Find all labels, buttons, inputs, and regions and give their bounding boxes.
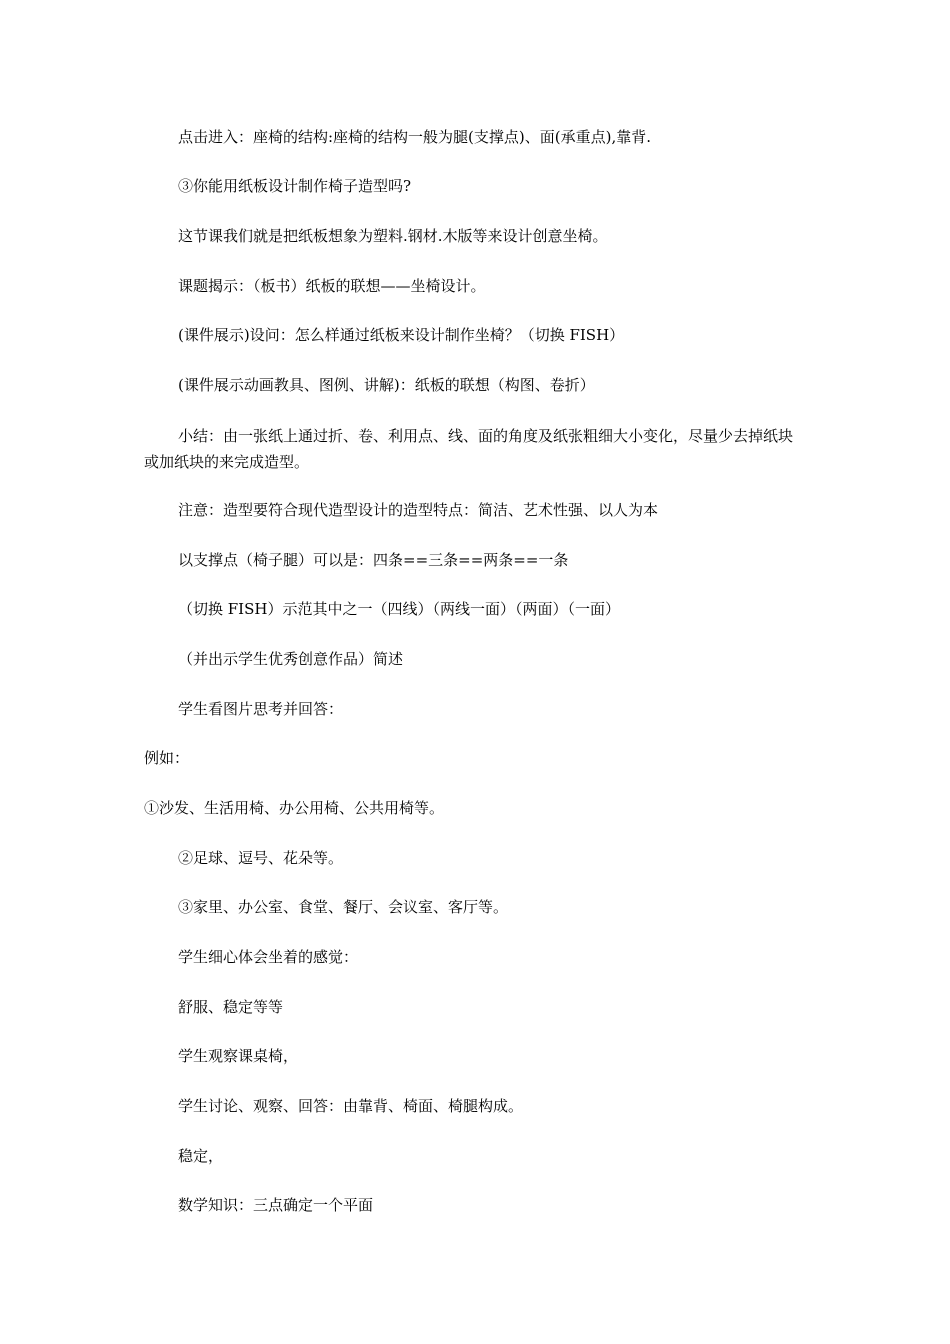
paragraph-summary: 小结：由一张纸上通过折、卷、利用点、线、面的角度及纸张粗细大小变化，尽量少去掉纸块或加纸块的来完成造型。 bbox=[144, 427, 794, 471]
paragraph-lesson-intro: 这节课我们就是把纸板想象为塑料.钢材.木版等来设计创意坐椅。 bbox=[178, 227, 608, 245]
paragraph-example-2: ②足球、逗号、花朵等。 bbox=[178, 849, 344, 867]
paragraph-discussion: 学生讨论、观察、回答：由靠背、椅面、椅腿构成。 bbox=[178, 1097, 524, 1115]
paragraph-example-label: 例如： bbox=[144, 749, 190, 767]
paragraph-seat-structure: 点击进入：座椅的结构:座椅的结构一般为腿(支撑点)、面(承重点),靠背. bbox=[178, 128, 652, 146]
paragraph-example-3: ③家里、办公室、食堂、餐厅、会议室、客厅等。 bbox=[178, 898, 509, 916]
paragraph-note: 注意：造型要符合现代造型设计的造型特点：简洁、艺术性强、以人为本 bbox=[178, 501, 659, 519]
paragraph-question-cardboard-chair: ③你能用纸板设计制作椅子造型吗? bbox=[178, 177, 412, 195]
paragraph-feel-sitting: 学生细心体会坐着的感觉： bbox=[178, 948, 359, 966]
paragraph-math-knowledge: 数学知识：三点确定一个平面 bbox=[178, 1196, 374, 1214]
paragraph-example-1: ①沙发、生活用椅、办公用椅、公共用椅等。 bbox=[144, 799, 445, 817]
paragraph-support-points: 以支撑点（椅子腿）可以是：四条==三条==两条==一条 bbox=[178, 551, 569, 569]
paragraph-courseware-animation: (课件展示动画教具、图例、讲解)：纸板的联想（构图、卷折） bbox=[178, 376, 595, 394]
paragraph-students-answer: 学生看图片思考并回答： bbox=[178, 700, 344, 718]
paragraph-observe-desk: 学生观察课桌椅， bbox=[178, 1047, 299, 1065]
paragraph-courseware-question: (课件展示)设问：怎么样通过纸板来设计制作坐椅？（切换 FISH） bbox=[178, 326, 625, 344]
paragraph-stable: 稳定， bbox=[178, 1147, 224, 1165]
paragraph-demonstration: （切换 FISH）示范其中之一（四线）（两线一面）（两面）（一面） bbox=[178, 600, 620, 618]
paragraph-comfort: 舒服、稳定等等 bbox=[178, 998, 284, 1016]
paragraph-student-works: （并出示学生优秀创意作品）简述 bbox=[178, 650, 404, 668]
paragraph-topic-reveal: 课题揭示：（板书）纸板的联想——坐椅设计。 bbox=[178, 277, 486, 295]
